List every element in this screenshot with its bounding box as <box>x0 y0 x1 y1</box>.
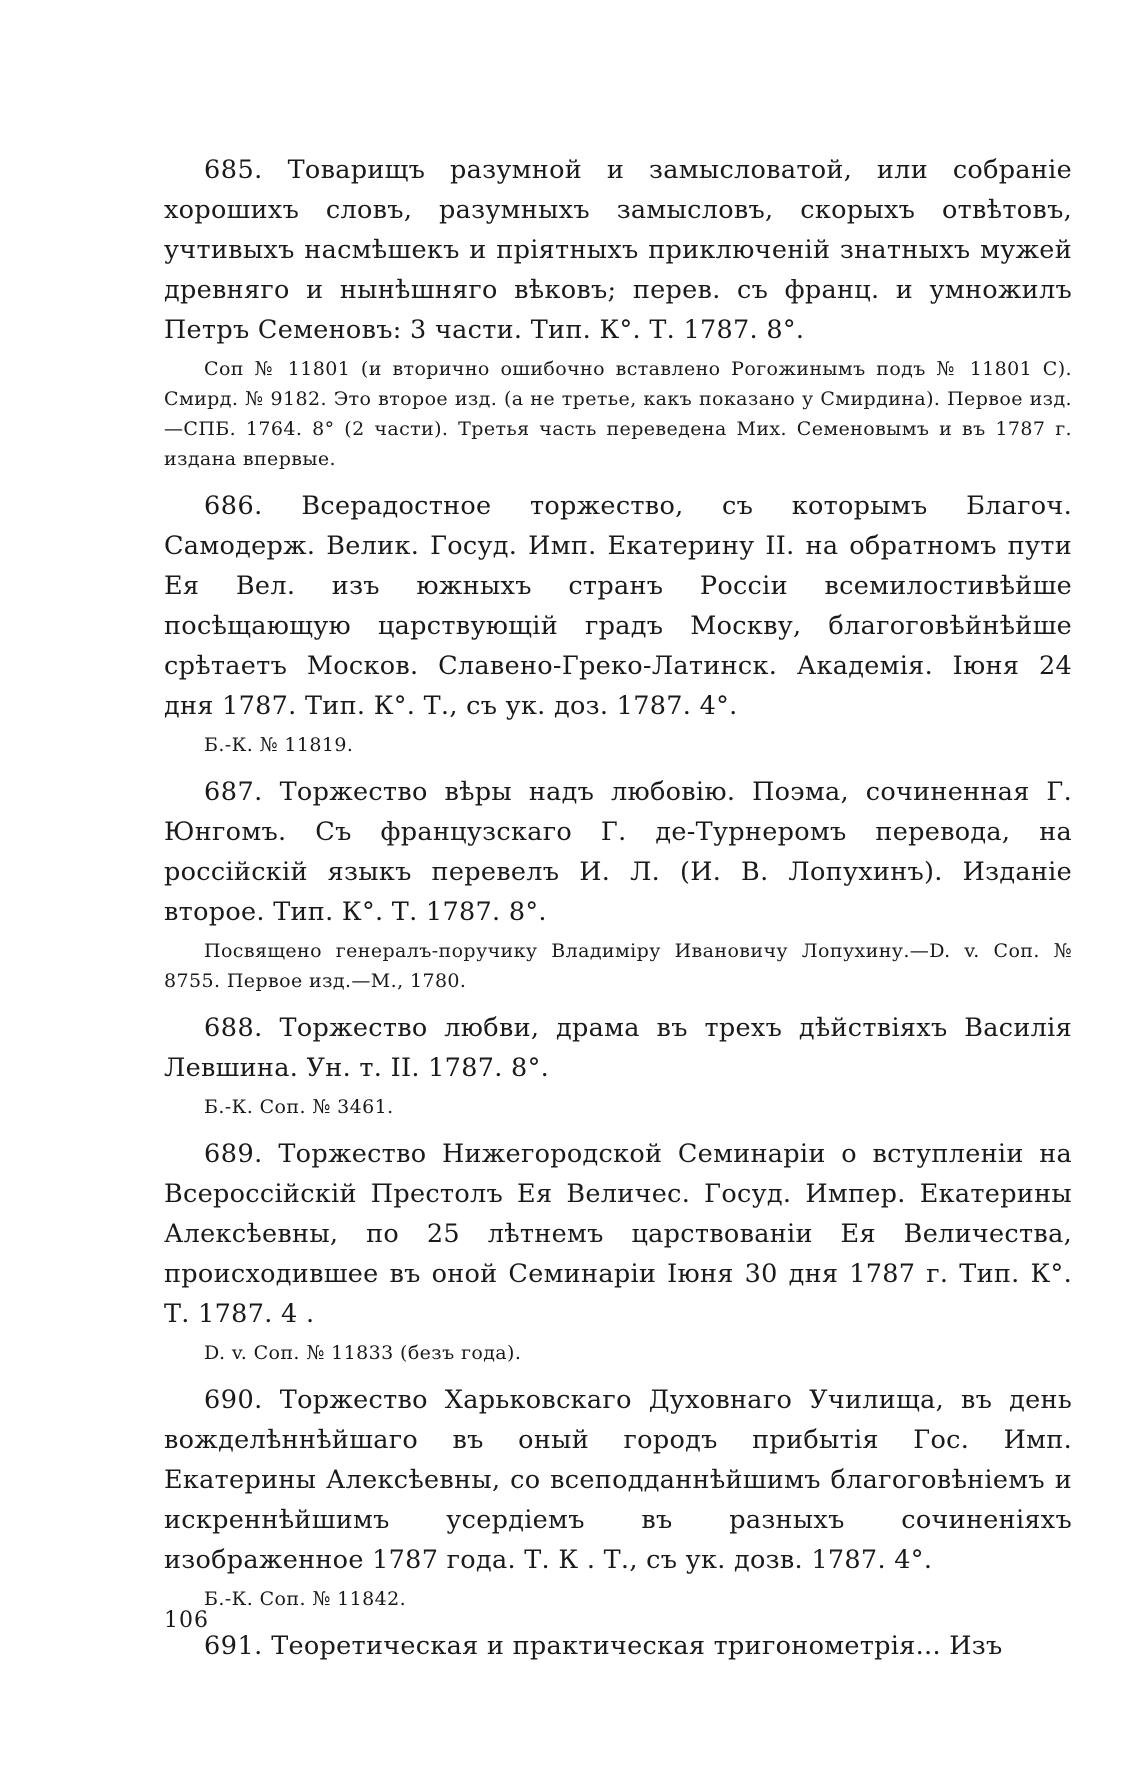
page-number: 106 <box>164 1608 209 1633</box>
entry-number: 688. <box>204 1013 263 1043</box>
page-body <box>164 150 1072 1678</box>
entry-text <box>164 1134 1072 1334</box>
entry-title: Товарищъ разумной и замысловатой, или собраніе хорошихъ словъ, разумныхъ замысловъ, скорыхъ отвѣтовъ, учтивыхъ насмѣшекъ и пріятныхъ приключеній знатныхъ мужей древняго и нынѣшняго вѣковъ; перев. съ франц. и умножилъ Петръ Семеновъ: 3 части. Тип. К°. Т. 1787. 8°. <box>164 155 1073 345</box>
entry-number: 685. <box>204 155 263 185</box>
entry-687 <box>164 772 1072 996</box>
entry-text <box>164 772 1072 932</box>
entry-688 <box>164 1008 1072 1122</box>
entry-title: Торжество Харьковскаго Духовнаго Училища, въ день вожделѣннѣйшаго въ оный городъ прибытія Гос. Имп. Екатерины Алексѣевны, со всеподданнѣйшимъ благоговѣніемъ и искреннѣйшимъ усердіемъ въ разныхъ сочиненіяхъ изображенное 1787 года. Т. К . Т., съ ук. дозв. 1787. 4°. <box>164 1385 1072 1575</box>
entry-text <box>164 486 1072 726</box>
entry-690 <box>164 1380 1072 1614</box>
entry-number: 690. <box>204 1385 263 1415</box>
entry-note: Б.-К. Соп. № 3461. <box>204 1096 394 1118</box>
entry-title: Теоретическая и практическая тригонометрія... Изъ <box>271 1631 1003 1661</box>
entry-number: 689. <box>204 1139 263 1169</box>
entry-note: Б.-К. Соп. № 11842. <box>204 1588 407 1610</box>
entry-title: Торжество любви, драма въ трехъ дѣйствіяхъ Василія Левшина. Ун. т. II. 1787. 8°. <box>164 1013 1072 1083</box>
entry-note: Б.-К. № 11819. <box>204 734 354 756</box>
entry-note: Соп № 11801 (и вторично ошибочно вставлено Рогожинымъ подъ № 11801 С). Смирд. № 9182. Это второе изд. (а не третье, какъ показано у Смирдина). Первое изд.—СПБ. 1764. 8° (2 части). Третья часть переведена Мих. Семеновымъ и въ 1787 г. издана впервые. <box>164 358 1072 470</box>
entry-title: Всерадостное торжество, съ которымъ Благоч. Самодерж. Велик. Госуд. Имп. Екатерину II. на обратномъ пути Ея Вел. изъ южныхъ странъ Россіи всемилостивѣйше посѣщающую царствующій градъ Москву, благоговѣйнѣйше срѣтаетъ Москов. Славено-Греко-Латинск. Академія. Іюня 24 дня 1787. Тип. К°. Т., съ ук. доз. 1787. 4°. <box>164 491 1072 721</box>
entry-title: Торжество вѣры надъ любовію. Поэма, сочиненная Г. Юнгомъ. Съ французскаго Г. де-Турнеромъ перевода, на россійскій языкъ перевелъ И. Л. (И. В. Лопухинъ). Изданіе второе. Тип. К°. Т. 1787. 8°. <box>164 777 1072 927</box>
entry-title: Торжество Нижегородской Семинаріи о вступленіи на Всероссійскій Престолъ Ея Величес. Госуд. Импер. Екатерины Алексѣевны, по 25 лѣтнемъ царствованіи Ея Величества, происходившее въ оной Семинаріи Іюня 30 дня 1787 г. Тип. К°. Т. 1787. 4 . <box>164 1139 1073 1329</box>
entry-note: D. v. Соп. № 11833 (безъ года). <box>204 1342 522 1364</box>
entry-686 <box>164 486 1072 760</box>
entry-text <box>164 1626 1072 1666</box>
entry-685 <box>164 150 1072 474</box>
entry-note: Посвящено генералъ-поручику Владиміру Ивановичу Лопухину.—D. v. Соп. № 8755. Первое изд.—М., 1780. <box>164 940 1072 992</box>
entry-text <box>164 1380 1072 1580</box>
entry-number: 687. <box>204 777 263 807</box>
entry-text <box>164 150 1072 350</box>
entry-691 <box>164 1626 1072 1666</box>
entry-text <box>164 1008 1072 1088</box>
entry-689 <box>164 1134 1072 1368</box>
entry-number: 686. <box>204 491 263 521</box>
entry-number: 691. <box>204 1631 263 1661</box>
